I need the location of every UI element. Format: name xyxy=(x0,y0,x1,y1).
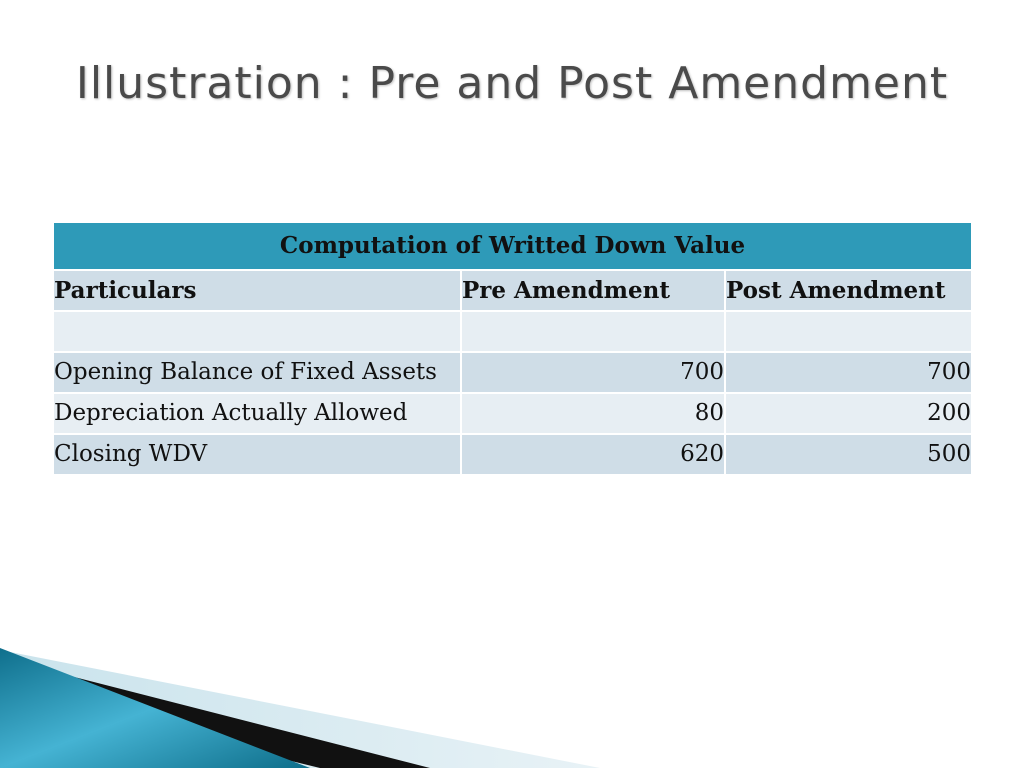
corner-decoration xyxy=(0,630,1024,768)
cell-pre xyxy=(462,312,724,351)
cell-pre: 700 xyxy=(462,353,724,392)
cell-particulars: Closing WDV xyxy=(54,435,460,474)
header-post-amendment: Post Amendment xyxy=(726,271,971,310)
cell-particulars: Opening Balance of Fixed Assets xyxy=(54,353,460,392)
table-row xyxy=(54,312,971,351)
cell-pre: 80 xyxy=(462,394,724,433)
cell-post xyxy=(726,312,971,351)
table-header-row xyxy=(54,271,971,310)
table-row xyxy=(54,394,971,433)
table-caption-row xyxy=(54,223,971,269)
cell-post: 200 xyxy=(726,394,971,433)
cell-pre: 620 xyxy=(462,435,724,474)
header-pre-amendment: Pre Amendment xyxy=(462,271,724,310)
cell-post: 700 xyxy=(726,353,971,392)
cell-post: 500 xyxy=(726,435,971,474)
table-caption: Computation of Writted Down Value xyxy=(54,223,971,269)
slide-title: Illustration : Pre and Post Amendment xyxy=(75,58,949,109)
header-particulars: Particulars xyxy=(54,271,460,310)
table-row xyxy=(54,435,971,474)
cell-particulars: Depreciation Actually Allowed xyxy=(54,394,460,433)
table-row xyxy=(54,353,971,392)
cell-particulars xyxy=(54,312,460,351)
wdv-table xyxy=(52,221,973,476)
